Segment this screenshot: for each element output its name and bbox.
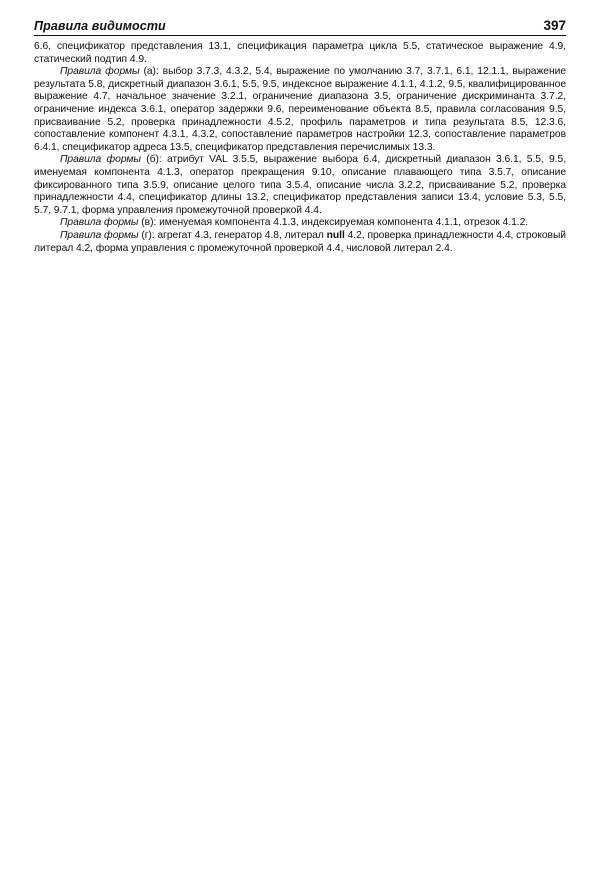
paragraph-form-rules-b [34,154,566,217]
paragraph-text-before: (г): агрегат 4.3, генератор 4.8, литерал [138,229,327,241]
keyword-null: null [326,229,345,241]
paragraph-text: (а): выбор 3.7.3, 4.3.2, 5.4, выражение по умолчанию 3.7, 3.7.1, 6.1, 12.1.1, выражение результата 5.8, дискретный диапазон 3.6.1, 5.5, 9.5, индексное выражение 4.1.1, 4.1.2, 9.5, квалифицированное выражение 4.7, начальное значение 3.2.1, ограничение диапазона 3.5, ограничение дискриминанта 3.7.2, ограничение индекса 3.6.1, оператор задержки 9.6, переименование объекта 8.5, правила согласования 9.5, присваивание 5.2, проверка принадлежности 4.5.2, профиль параметров и типа результата 8.5, 12.3.6, сопоставление компонент 4.3.1, 4.3.2, сопоставление параметров настройки 12.3, сопоставление параметров 6.4.1, спецификатор адреса 13.5, спецификатор представления перечислимых 13.3. [34,66,567,153]
paragraph-text: (в): именуемая компонента 4.1.3, индексируемая компонента 4.1.1, отрезок 4.1.2. [138,217,529,229]
running-title: Правила видимости [34,19,166,33]
paragraph-label: Правила формы [60,66,140,78]
paragraph-form-rules-c [34,217,566,230]
body-text [34,41,566,255]
paragraph-label: Правила формы [60,229,139,241]
page [34,18,566,255]
paragraph-form-rules-a [34,66,566,154]
paragraph-text-after: 4.2, проверка принадлежности 4.4, строковый литерал 4.2, форма управления с промежуточной проверкой 4.4, числовой литерал 2.4. [34,229,566,254]
paragraph-text: 6.6, спецификатор представления 13.1, спецификация параметра цикла 5.5, статическое выражение 4.9, статический подтип 4.9. [34,41,566,65]
paragraph-continuation [34,41,566,66]
paragraph-label: Правила формы [60,217,139,229]
paragraph-text: (б): атрибут VAL 3.5.5, выражение выбора 6.4, дискретный диапазон 3.6.1, 5.5, 9.5, именуемая компонента 4.1.3, оператор прекращения 9.10, описание плавающего типа 3.5.7, описание фиксированного типа 3.5.9, описание целого типа 3.5.4, описание числа 3.2.2, присваивание 5.2, проверка принадлежности 4.4, спецификатор длины 13.2, спецификатор представления записи 13.4, условие 5.3, 5.5, 5.7, 9.7.1, форма управления промежуточной проверкой 4.4. [34,154,567,216]
paragraph-form-rules-d [34,230,566,255]
running-header [34,18,566,36]
paragraph-label: Правила формы [60,154,141,166]
page-number: 397 [543,18,566,33]
